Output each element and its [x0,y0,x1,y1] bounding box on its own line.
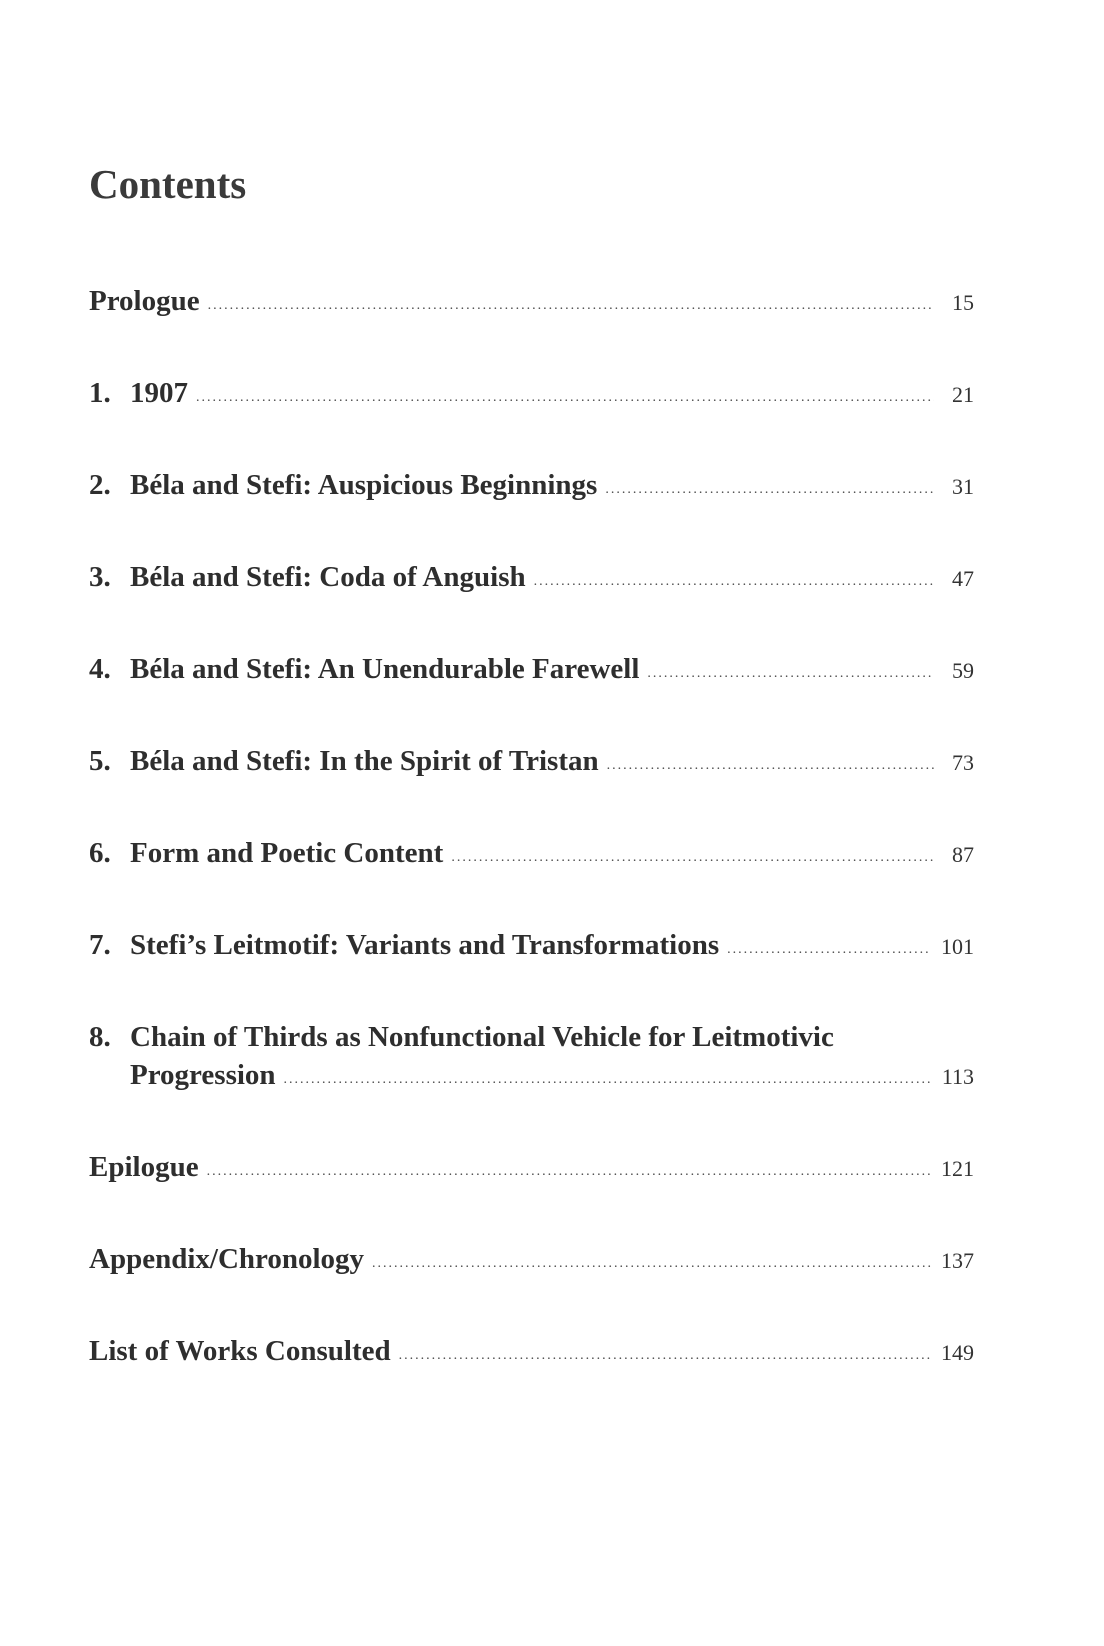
toc-entry-chapter-3[interactable] [89,558,974,602]
toc-entry-number: 8. [89,1021,111,1053]
toc-entry-works-consulted[interactable] [89,1332,974,1376]
toc-entry-page-number: 149 [941,1340,974,1365]
toc-entry-number: 7. [89,929,111,961]
toc-entry-page-number: 15 [952,290,974,315]
toc-entry-chapter-8[interactable] [89,1018,974,1100]
toc-entry-number: 1. [89,377,111,409]
dot-leader [399,1337,931,1375]
dot-leader [372,1245,931,1283]
toc-entry-page-number: 21 [952,382,974,407]
toc-entry-chapter-2[interactable] [89,466,974,510]
dot-leader [208,287,934,325]
toc-entry-chapter-7[interactable] [89,926,974,970]
toc-entry-chapter-1[interactable] [89,374,974,418]
toc-entry-page-number: 101 [941,934,974,959]
toc-entry-number: 6. [89,837,111,869]
toc-entry-title: Appendix/Chronology [89,1243,365,1275]
toc-entry-number: 3. [89,561,111,593]
toc-entry-title: Chain of Thirds as Nonfunctional Vehicle for Leitmotivic [130,1021,834,1053]
toc-entry-title: Béla and Stefi: Auspicious Beginnings [130,469,598,501]
toc-entry-page-number: 59 [952,658,974,683]
toc-entry-page-number: 113 [941,1064,974,1089]
toc-entry-page-number: 73 [952,750,974,775]
dot-leader [196,379,934,417]
toc-entry-title: Stefi’s Leitmotif: Variants and Transformations [130,929,720,961]
toc-entry-prologue[interactable] [89,282,974,326]
toc-entry-title: Form and Poetic Content [130,837,444,869]
dot-leader [647,655,934,693]
toc-entry-title: Béla and Stefi: In the Spirit of Tristan [130,745,599,777]
toc-entry-page-number: 137 [941,1248,974,1273]
toc-entry-page-number: 121 [941,1156,974,1181]
dot-leader [207,1153,931,1191]
toc-entry-page-number: 87 [952,842,974,867]
toc-entry-number: 2. [89,469,111,501]
toc-entry-title: Béla and Stefi: An Unendurable Farewell [130,653,640,685]
dot-leader [284,1061,932,1099]
toc-entry-title: Epilogue [89,1151,199,1183]
toc-entry-number: 5. [89,745,111,777]
dot-leader [534,563,934,601]
toc-entry-title: Prologue [89,285,200,317]
dot-leader [607,747,934,785]
toc-entry-chapter-4[interactable] [89,650,974,694]
dot-leader [605,471,934,509]
toc-entry-title: Béla and Stefi: Coda of Anguish [130,561,526,593]
toc-entry-title-continued: Progression [130,1059,276,1091]
dot-leader [727,931,931,969]
toc-entry-number: 4. [89,653,111,685]
toc-entry-chapter-6[interactable] [89,834,974,878]
toc-entry-epilogue[interactable] [89,1148,974,1192]
toc-entry-title: 1907 [130,377,188,409]
toc-entry-title: List of Works Consulted [89,1335,391,1367]
toc-entry-appendix[interactable] [89,1240,974,1284]
page-title: Contents [89,161,247,207]
toc-entry-page-number: 47 [952,566,974,591]
dot-leader [451,839,934,877]
toc-entry-chapter-5[interactable] [89,742,974,786]
toc-entry-page-number: 31 [952,474,974,499]
